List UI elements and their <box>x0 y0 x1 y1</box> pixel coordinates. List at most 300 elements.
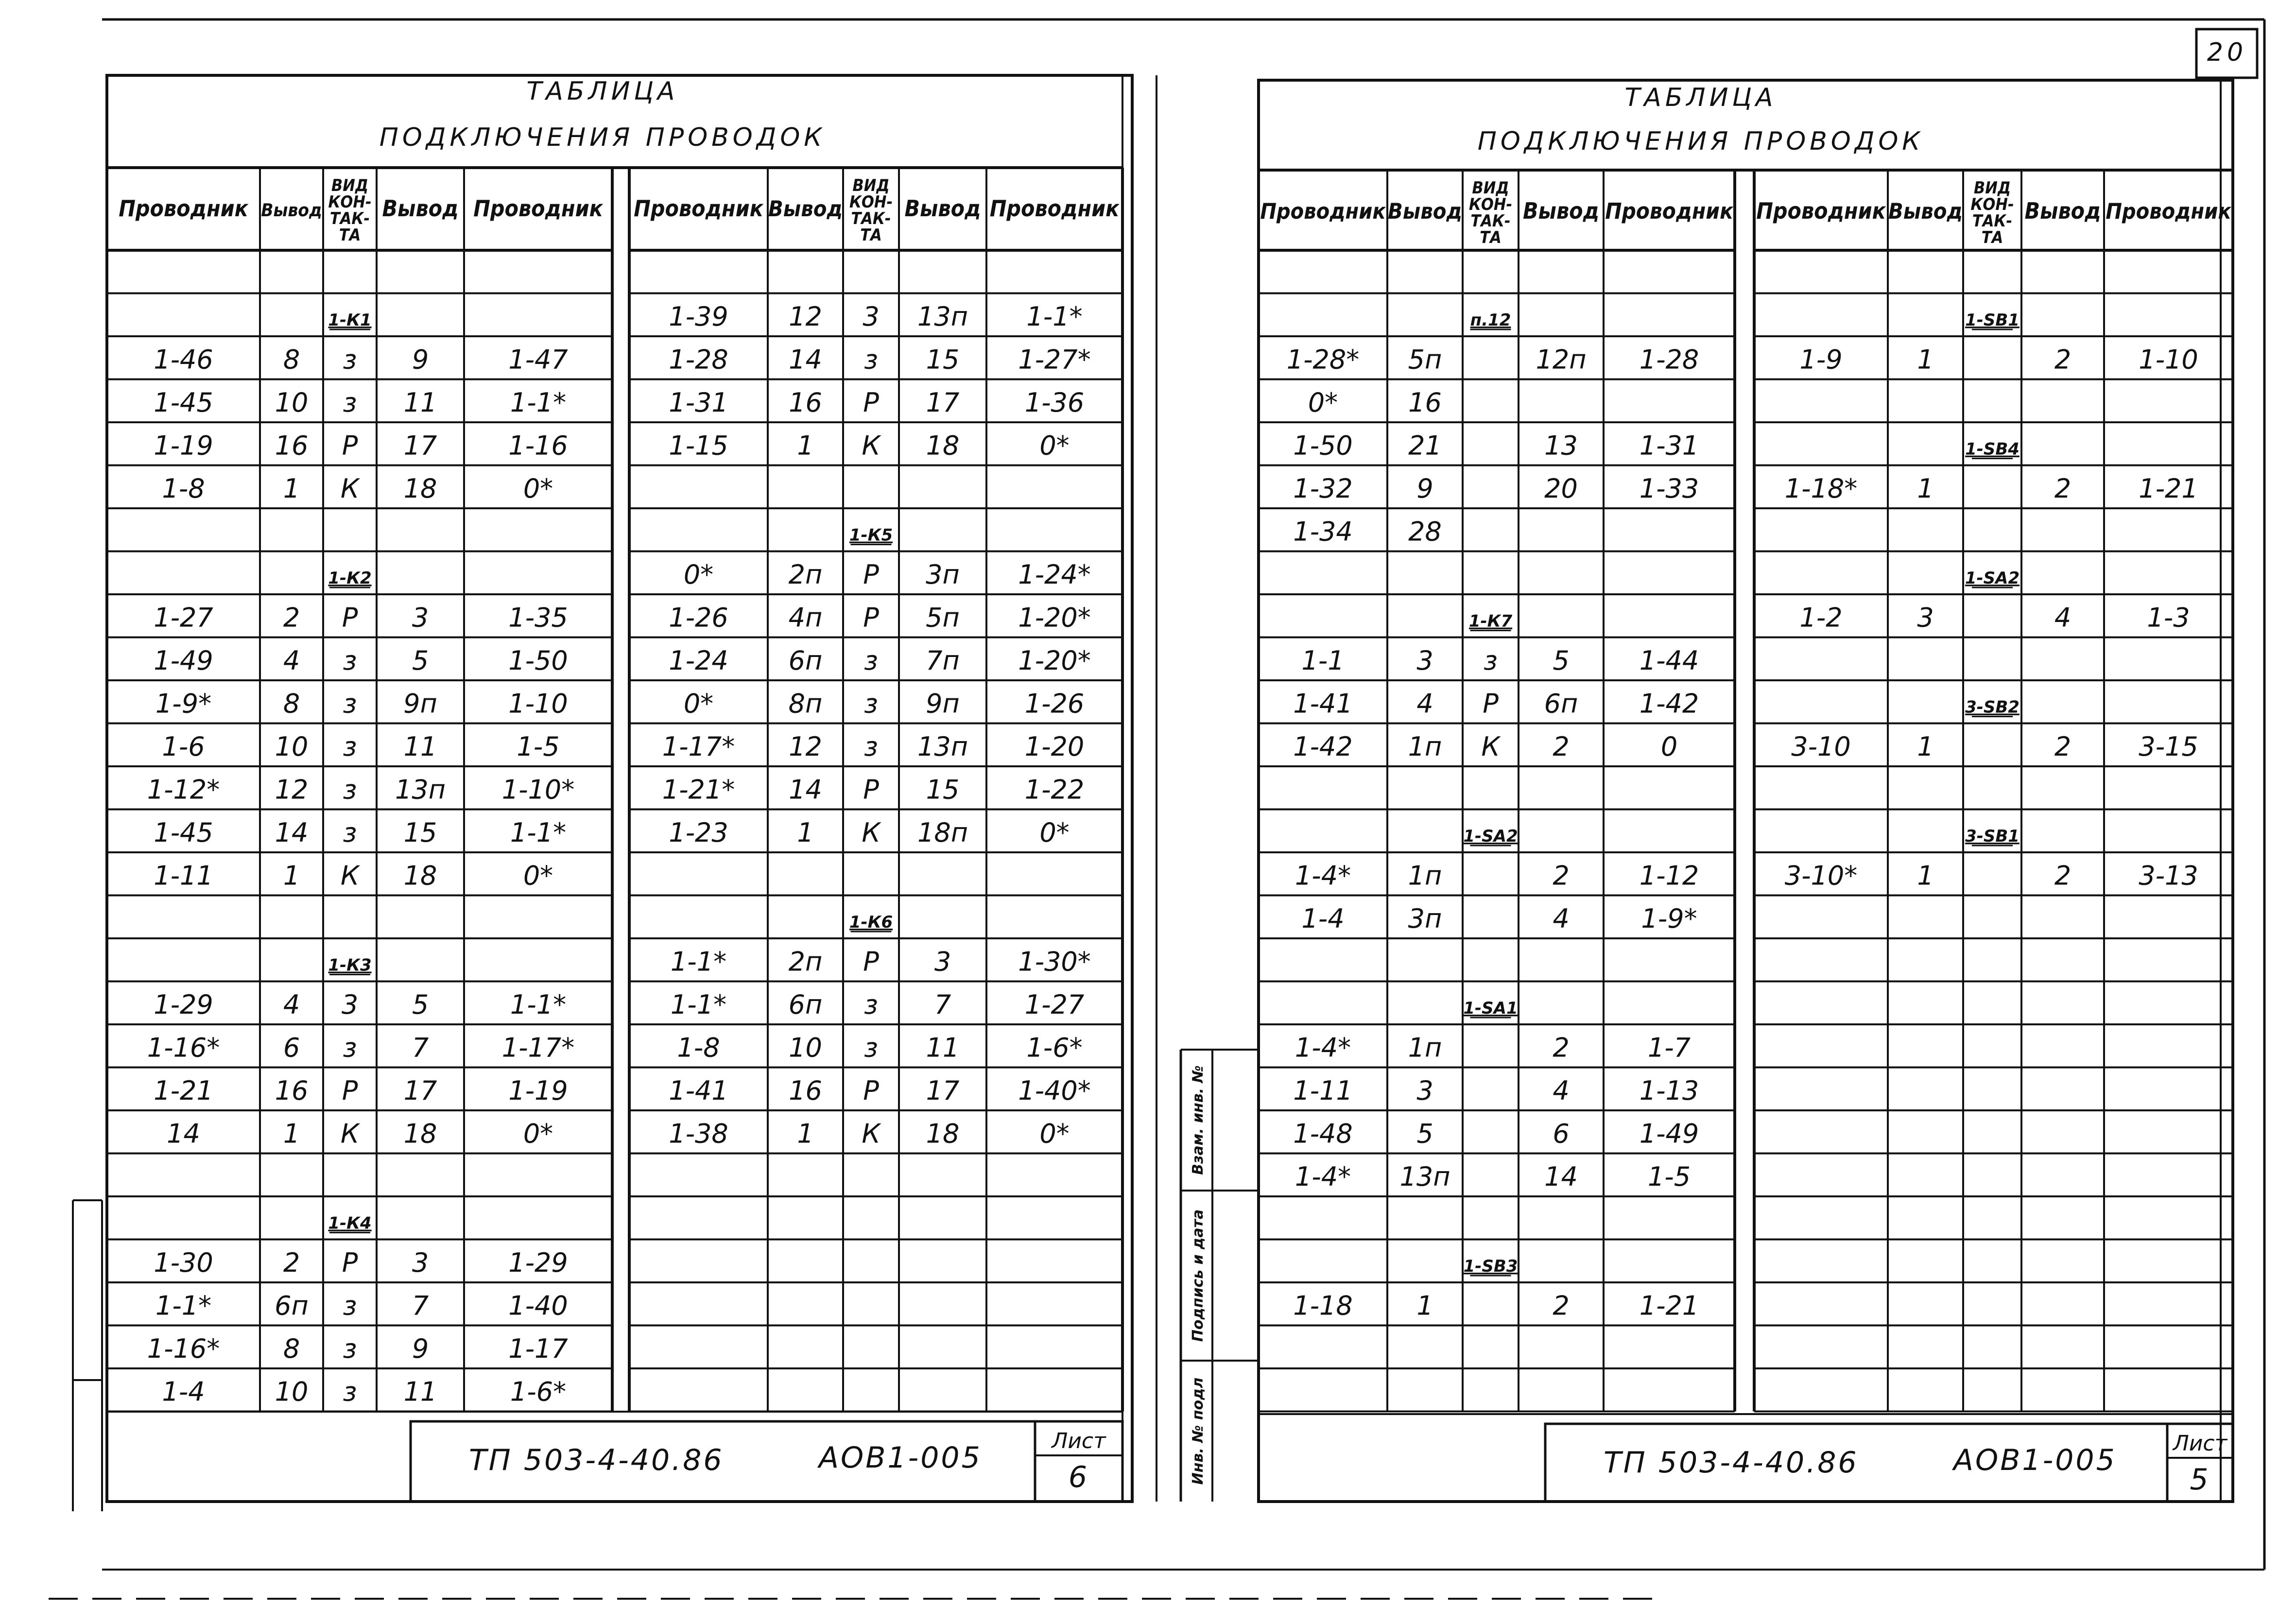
terminal-from: 3 <box>1416 1075 1433 1106</box>
conductor-from: 3-10 <box>1791 731 1851 762</box>
contact-type: К <box>862 1118 880 1149</box>
contact-type: з <box>864 989 878 1020</box>
conductor-to: 0* <box>523 1118 553 1149</box>
sheet-label: Лист <box>2173 1431 2227 1456</box>
terminal-from: 1 <box>797 1118 814 1149</box>
terminal-from: 1п <box>1408 860 1442 891</box>
conductor-from: 1-41 <box>1293 688 1353 719</box>
table-row <box>1293 1291 1699 1321</box>
table-row <box>1308 387 1442 418</box>
conductor-to: 1-1* <box>1026 301 1083 332</box>
terminal-to: 18 <box>926 430 960 461</box>
terminal-from: 10 <box>275 731 309 762</box>
conductor-from: 14 <box>167 1118 200 1149</box>
table-row <box>1470 311 1511 330</box>
conductor-from: 1-4 <box>162 1376 205 1407</box>
header-contact-type: КОН- <box>328 192 372 212</box>
conductor-to: 1-1* <box>510 387 567 418</box>
contact-type: з <box>343 387 357 418</box>
conductor-from: 1-16* <box>147 1333 220 1364</box>
terminal-to: 11 <box>403 387 437 418</box>
terminal-to: 13 <box>1544 430 1578 461</box>
contact-type: з <box>343 817 357 848</box>
conductor-from: 1-1* <box>155 1290 212 1321</box>
contact-type: К <box>1481 731 1500 762</box>
title-block <box>1259 1414 2233 1502</box>
doc-code: ТП 503-4-40.86 <box>1604 1446 1859 1480</box>
conductor-to: 1-1* <box>510 989 567 1020</box>
terminal-to: 6 <box>1553 1118 1570 1149</box>
conductor-from: 1-4* <box>1295 1032 1351 1063</box>
conductor-from: 1-18 <box>1293 1290 1353 1321</box>
device-marker: 1-К5 <box>849 525 893 545</box>
terminal-to: 5 <box>412 645 429 676</box>
conductor-from: 1-45 <box>154 817 213 848</box>
table-subtitle: ПОДКЛЮЧЕНИЯ ПРОВОДОК <box>379 123 826 152</box>
table-row <box>328 956 371 975</box>
contact-type: Р <box>863 387 879 418</box>
terminal-to: 2 <box>2054 860 2072 891</box>
wiring-table-1 <box>1259 170 1735 1412</box>
conductor-to: 3-15 <box>2139 731 2198 762</box>
conductor-to: 0* <box>1039 817 1070 848</box>
wiring-table-2 <box>1735 170 2233 1412</box>
header-conductor: Проводник <box>119 195 248 222</box>
table-row <box>669 1075 1091 1106</box>
sheet-right <box>1259 83 2233 1502</box>
table-row <box>849 526 893 545</box>
terminal-from: 8 <box>283 688 300 719</box>
terminal-from: 2п <box>788 946 823 977</box>
table-row <box>1293 517 1442 547</box>
contact-type: Р <box>342 602 358 633</box>
table-row <box>162 1377 566 1407</box>
header-contact-type: ВИД <box>331 176 369 195</box>
contact-type: Р <box>342 1075 358 1106</box>
header-conductor: Проводник <box>989 195 1120 222</box>
terminal-to: 18п <box>917 817 968 848</box>
terminal-from: 10 <box>789 1032 822 1063</box>
contact-type: К <box>340 473 360 504</box>
conductor-to: 1-33 <box>1639 473 1699 504</box>
contact-type: з <box>343 688 357 719</box>
contact-type: Р <box>863 1075 879 1106</box>
doc-number: АОВ1-005 <box>1953 1443 2117 1477</box>
table-row <box>154 387 566 418</box>
conductor-to: 1-20* <box>1018 602 1091 633</box>
table-row <box>677 1033 1082 1063</box>
terminal-from: 1 <box>1917 473 1934 504</box>
table-row <box>684 689 1084 719</box>
terminal-from: 1 <box>1917 344 1934 375</box>
conductor-to: 1-9* <box>1641 903 1697 934</box>
terminal-from: 2 <box>283 1247 300 1278</box>
conductor-to: 1-7 <box>1647 1032 1691 1063</box>
table-row <box>1965 311 2020 330</box>
conductor-from: 0* <box>1308 387 1338 418</box>
side-stamp-label: Подпись и дата <box>1190 1209 1207 1342</box>
conductor-to: 1-35 <box>508 602 568 633</box>
table-row <box>662 731 1085 762</box>
terminal-from: 6 <box>283 1032 300 1063</box>
header-conductor: Проводник <box>1260 199 1386 224</box>
table-row <box>154 1075 568 1106</box>
table-row <box>1301 903 1697 934</box>
side-stamp-label: Взам. инв. № <box>1190 1065 1207 1175</box>
conductor-to: 0* <box>1039 430 1070 461</box>
terminal-to: 20 <box>1544 473 1578 504</box>
conductor-from: 1-15 <box>669 430 728 461</box>
terminal-from: 1 <box>1917 860 1934 891</box>
header-contact-type: ТАК- <box>851 209 891 228</box>
terminal-to: 2 <box>1553 860 1570 891</box>
terminal-to: 13п <box>917 301 968 332</box>
terminal-to: 5 <box>1553 645 1570 676</box>
contact-type: К <box>862 817 880 848</box>
terminal-from: 10 <box>275 1376 309 1407</box>
header-contact-type: ТА <box>860 225 882 245</box>
table-row <box>1293 689 1699 719</box>
terminal-to: 4 <box>1553 1075 1570 1106</box>
terminal-to: 9 <box>412 1333 429 1364</box>
contact-type: 3 <box>341 989 359 1020</box>
conductor-from: 1-9 <box>1799 344 1843 375</box>
terminal-to: 6п <box>1544 688 1578 719</box>
conductor-from: 1-49 <box>154 645 213 676</box>
terminal-from: 1 <box>1917 731 1934 762</box>
terminal-to: 18 <box>926 1118 960 1149</box>
contact-type: Р <box>863 774 879 805</box>
header-contact-type: ТАК- <box>1470 211 1511 231</box>
terminal-from: 14 <box>789 344 822 375</box>
table-row <box>328 569 371 588</box>
table-row <box>167 1119 553 1149</box>
contact-type: з <box>864 731 878 762</box>
table-row <box>1293 473 1699 504</box>
doc-number: АОВ1-005 <box>819 1441 982 1475</box>
conductor-from: 1-24 <box>669 645 728 676</box>
terminal-to: 3 <box>934 946 951 977</box>
terminal-to: 15 <box>403 817 437 848</box>
terminal-from: 8 <box>283 344 300 375</box>
conductor-from: 1-39 <box>669 301 728 332</box>
conductor-to: 1-28 <box>1639 344 1699 375</box>
device-marker: 1-К6 <box>849 913 893 932</box>
terminal-to: 17 <box>403 1075 437 1106</box>
conductor-to: 1-3 <box>2147 602 2190 633</box>
conductor-from: 1-50 <box>1293 430 1353 461</box>
terminal-to: 11 <box>403 731 437 762</box>
terminal-to: 9 <box>412 344 429 375</box>
table-row <box>328 311 371 330</box>
terminal-to: 5п <box>926 602 960 633</box>
conductor-from: 1-8 <box>677 1032 720 1063</box>
conductor-to: 1-6* <box>1026 1032 1083 1063</box>
conductor-to: 1-29 <box>508 1247 568 1278</box>
table-row <box>162 731 559 762</box>
header-terminal: Вывод <box>1388 198 1462 224</box>
conductor-from: 1-21 <box>154 1075 213 1106</box>
conductor-to: 1-17 <box>508 1333 568 1364</box>
sheet-number: 6 <box>1068 1460 1089 1494</box>
conductor-from: 1-32 <box>1293 473 1353 504</box>
device-marker: 1-К7 <box>1468 611 1513 631</box>
terminal-from: 1 <box>283 473 300 504</box>
table-row <box>1463 999 1518 1018</box>
device-marker: 1-К2 <box>328 569 372 588</box>
device-marker: 1-К4 <box>328 1213 372 1233</box>
table-row <box>1785 473 2198 504</box>
conductor-from: 1-26 <box>669 602 728 633</box>
conductor-from: 1-46 <box>154 344 213 375</box>
terminal-to: 5 <box>412 989 429 1020</box>
table-row <box>671 989 1084 1020</box>
terminal-from: 4 <box>1416 688 1433 719</box>
conductor-to: 0* <box>523 860 553 891</box>
terminal-from: 12 <box>789 301 822 332</box>
header-conductor: Проводник <box>1605 198 1733 224</box>
contact-type: Р <box>342 1247 358 1278</box>
conductor-to: 1-10* <box>501 774 575 805</box>
conductor-to: 1-20* <box>1018 645 1091 676</box>
header-conductor: Проводник <box>634 195 763 222</box>
title-block <box>107 1412 1122 1502</box>
table-row <box>1463 827 1518 846</box>
terminal-to: 2 <box>1553 1290 1570 1321</box>
contact-type: Р <box>863 946 879 977</box>
device-marker: 3-SB1 <box>1965 827 2020 846</box>
sheet-label: Лист <box>1052 1429 1106 1453</box>
conductor-to: 1-21 <box>1639 1290 1699 1321</box>
table-row <box>155 1291 568 1321</box>
terminal-from: 5 <box>1416 1118 1433 1149</box>
conductor-to: 1-16 <box>508 430 568 461</box>
terminal-to: 3 <box>412 602 429 633</box>
wiring-table-1 <box>107 168 612 1412</box>
conductor-to: 1-10 <box>508 688 568 719</box>
terminal-from: 5п <box>1408 344 1442 375</box>
device-marker: 1-К3 <box>328 955 372 975</box>
conductor-from: 1-31 <box>669 387 728 418</box>
table-row <box>669 345 1091 375</box>
conductor-from: 1-41 <box>669 1075 728 1106</box>
conductor-from: 1-12* <box>147 774 220 805</box>
table-row <box>671 947 1091 977</box>
device-marker: 1-SA2 <box>1965 569 2020 588</box>
table-row <box>147 1333 568 1364</box>
header-contact-type: ВИД <box>1472 178 1509 198</box>
conductor-from: 1-23 <box>669 817 728 848</box>
header-contact-type: ТА <box>1981 228 2003 247</box>
device-marker: 1-К1 <box>328 311 372 330</box>
terminal-to: 13п <box>917 731 968 762</box>
conductor-to: 1-27 <box>1024 989 1085 1020</box>
conductor-from: 1-16* <box>147 1032 220 1063</box>
conductor-from: 1-48 <box>1293 1118 1353 1149</box>
header-contact-type: КОН- <box>1970 195 2014 214</box>
contact-type: з <box>343 731 357 762</box>
terminal-from: 21 <box>1408 430 1442 461</box>
conductor-to: 1-21 <box>2139 473 2198 504</box>
conductor-from: 1-17* <box>662 731 735 762</box>
page-number: 20 <box>2207 38 2247 67</box>
contact-type: з <box>343 344 357 375</box>
conductor-to: 1-27* <box>1018 344 1091 375</box>
contact-type: з <box>864 1032 878 1063</box>
terminal-to: 11 <box>926 1032 960 1063</box>
terminal-to: 14 <box>1544 1161 1578 1192</box>
conductor-from: 1-11 <box>154 860 213 891</box>
terminal-from: 3п <box>1408 903 1442 934</box>
conductor-from: 1-9* <box>155 688 212 719</box>
conductor-to: 1-40* <box>1018 1075 1091 1106</box>
terminal-to: 13п <box>395 774 446 805</box>
conductor-from: 1-8 <box>162 473 205 504</box>
terminal-from: 1 <box>283 1118 300 1149</box>
header-contact-type: ТАК- <box>329 209 370 228</box>
table-row <box>662 775 1085 805</box>
terminal-from: 3 <box>1917 602 1934 633</box>
table-row <box>1295 861 1699 891</box>
table-row <box>154 603 568 633</box>
table-row <box>1301 645 1699 676</box>
conductor-to: 1-30* <box>1018 946 1091 977</box>
table-row <box>154 1247 568 1278</box>
conductor-to: 1-13 <box>1639 1075 1699 1106</box>
conductor-to: 1-47 <box>508 344 568 375</box>
conductor-to: 0 <box>1660 731 1678 762</box>
contact-type: К <box>340 1118 360 1149</box>
device-marker: 1-SA2 <box>1463 827 1518 846</box>
conductor-to: 1-26 <box>1024 688 1085 719</box>
device-marker: 1-SB1 <box>1965 311 2020 330</box>
conductor-from: 1-19 <box>154 430 213 461</box>
terminal-to: 18 <box>403 1118 437 1149</box>
table-row <box>154 345 568 375</box>
terminal-to: 2 <box>2054 344 2072 375</box>
terminal-from: 12 <box>789 731 822 762</box>
conductor-to: 1-17* <box>501 1032 575 1063</box>
contact-type: Р <box>863 559 879 590</box>
table-row <box>154 861 553 891</box>
terminal-to: 9п <box>403 688 437 719</box>
terminal-from: 16 <box>789 1075 822 1106</box>
table-row <box>669 301 1082 332</box>
terminal-to: 7 <box>934 989 951 1020</box>
terminal-from: 16 <box>1408 387 1442 418</box>
table-row <box>669 431 1069 461</box>
header-terminal: Вывод <box>2024 198 2101 224</box>
terminal-from: 13п <box>1399 1161 1450 1192</box>
table-row <box>1293 1119 1699 1149</box>
header-contact-type: КОН- <box>1468 195 1513 214</box>
header-terminal: Вывод <box>768 196 843 222</box>
terminal-from: 16 <box>275 1075 309 1106</box>
terminal-from: 4 <box>283 645 300 676</box>
table-row <box>1293 431 1699 461</box>
terminal-to: 11 <box>403 1376 437 1407</box>
table-row <box>1799 345 2198 375</box>
terminal-to: 17 <box>926 1075 960 1106</box>
table-row <box>154 817 566 848</box>
conductor-to: 1-22 <box>1024 774 1085 805</box>
header-terminal: Вывод <box>904 195 981 222</box>
contact-type: Р <box>1483 688 1499 719</box>
terminal-from: 1п <box>1408 731 1442 762</box>
device-marker: 3-SB2 <box>1965 697 2020 717</box>
table-title: ТАБЛИЦА <box>526 77 679 106</box>
contact-type: з <box>343 645 357 676</box>
terminal-from: 4п <box>788 602 823 633</box>
conductor-from: 1-28 <box>669 344 728 375</box>
header-contact-type: КОН- <box>849 192 893 212</box>
terminal-to: 2 <box>1553 731 1570 762</box>
table-row <box>1464 1257 1518 1276</box>
contact-type: з <box>343 1376 357 1407</box>
terminal-from: 1п <box>1408 1032 1442 1063</box>
conductor-to: 1-44 <box>1639 645 1699 676</box>
conductor-to: 3-13 <box>2139 860 2198 891</box>
contact-type: 3 <box>863 301 880 332</box>
table-row <box>849 913 893 932</box>
contact-type: К <box>862 430 880 461</box>
device-marker: п.12 <box>1470 311 1511 330</box>
conductor-from: 1-6 <box>162 731 205 762</box>
table-row <box>1965 440 2020 459</box>
header-conductor: Проводник <box>1756 198 1886 224</box>
contact-type: К <box>340 860 360 891</box>
terminal-to: 7п <box>926 645 960 676</box>
header-contact-type: ТА <box>339 225 361 245</box>
conductor-to: 1-36 <box>1024 387 1085 418</box>
table-row <box>669 1119 1069 1149</box>
table-row <box>684 559 1091 590</box>
terminal-to: 15 <box>926 774 960 805</box>
terminal-from: 14 <box>789 774 822 805</box>
terminal-to: 18 <box>403 860 437 891</box>
terminal-from: 14 <box>275 817 309 848</box>
terminal-from: 1 <box>283 860 300 891</box>
terminal-to: 9п <box>926 688 960 719</box>
conductor-from: 1-38 <box>669 1118 728 1149</box>
terminal-from: 10 <box>275 387 309 418</box>
header-contact-type: ВИД <box>1973 178 2011 198</box>
conductor-to: 1-42 <box>1639 688 1699 719</box>
terminal-from: 2п <box>788 559 823 590</box>
conductor-from: 1-4* <box>1295 860 1351 891</box>
header-contact-type: ТАК- <box>1972 211 2013 231</box>
contact-type: з <box>343 1333 357 1364</box>
terminal-to: 3 <box>412 1247 429 1278</box>
terminal-to: 18 <box>403 473 437 504</box>
doc-code: ТП 503-4-40.86 <box>469 1443 724 1477</box>
conductor-from: 0* <box>683 688 714 719</box>
table-row <box>1293 1075 1699 1106</box>
conductor-to: 0* <box>523 473 553 504</box>
conductor-to: 1-5 <box>1647 1161 1691 1192</box>
terminal-to: 2 <box>2054 731 2072 762</box>
conductor-from: 0* <box>683 559 714 590</box>
conductor-from: 1-34 <box>1293 516 1353 547</box>
contact-type: з <box>343 1290 357 1321</box>
terminal-from: 16 <box>789 387 822 418</box>
terminal-from: 8п <box>788 688 823 719</box>
table-row <box>669 817 1069 848</box>
table-row <box>1799 603 2190 633</box>
device-marker: 1-SB3 <box>1463 1257 1518 1276</box>
terminal-from: 6п <box>275 1290 309 1321</box>
table-row <box>147 1033 575 1063</box>
